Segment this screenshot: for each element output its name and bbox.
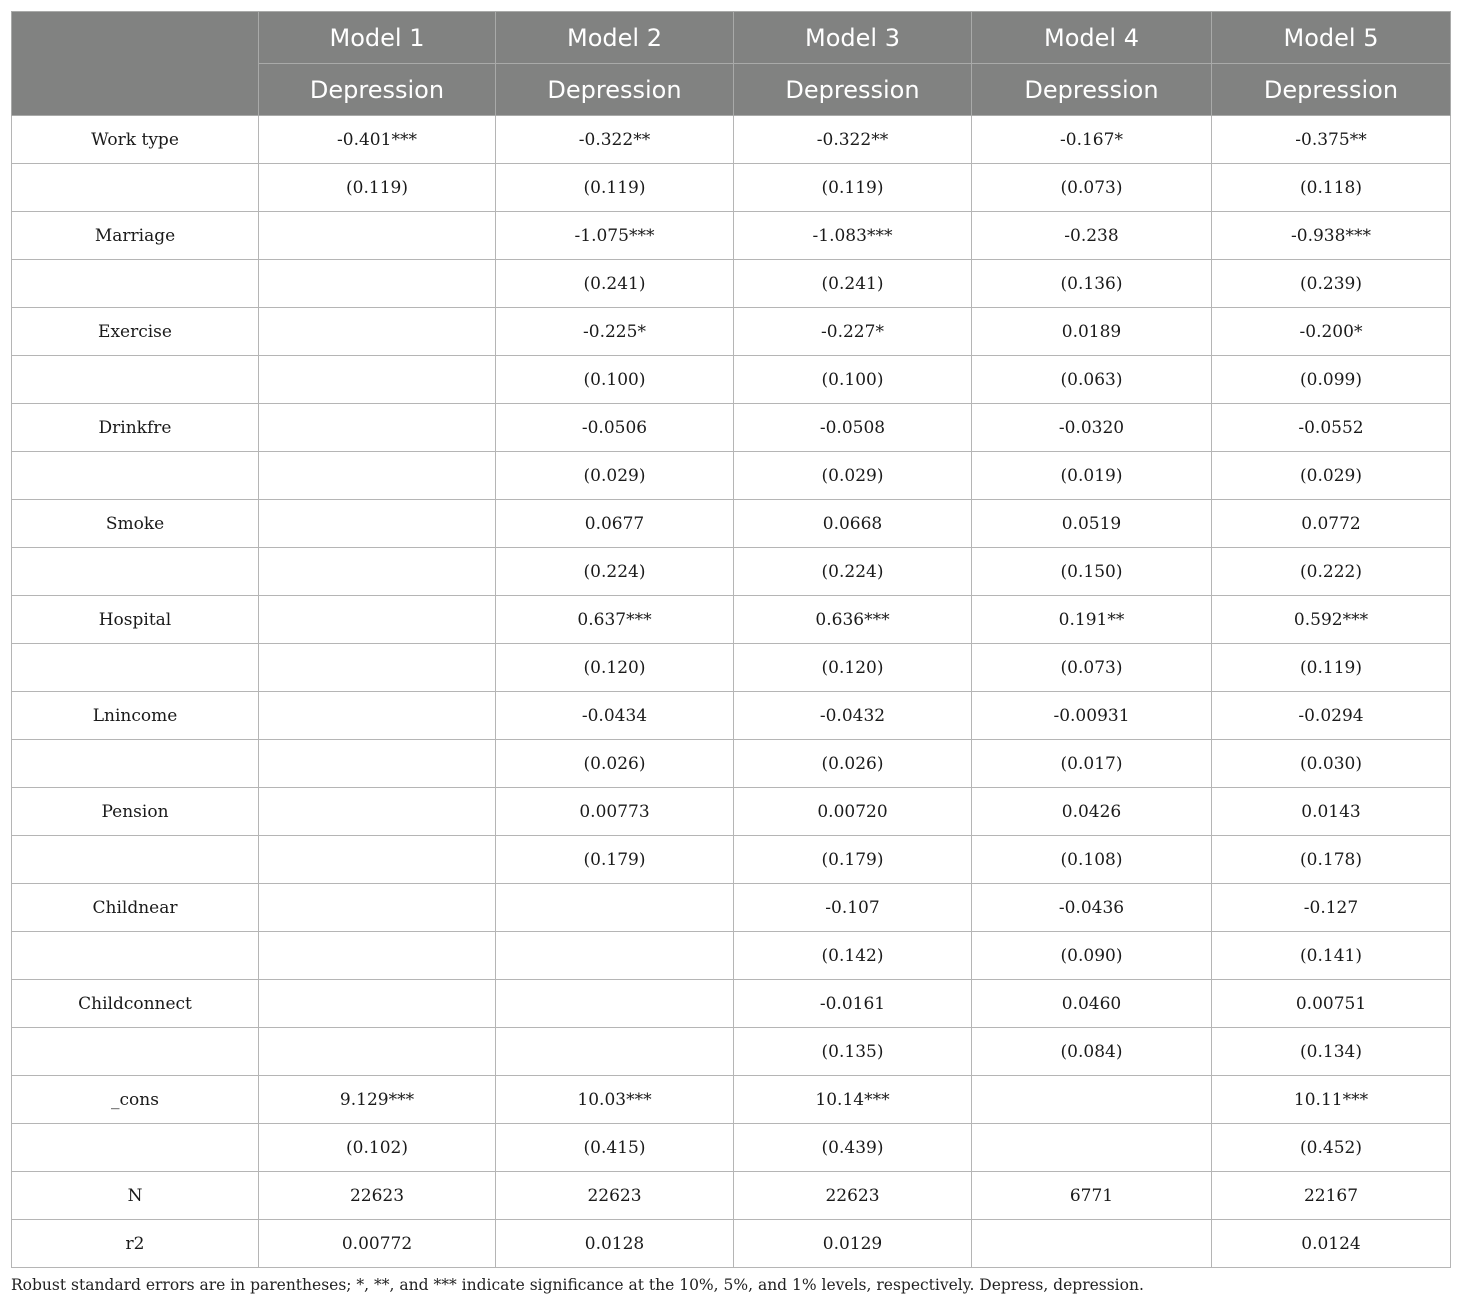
table-cell: 22623	[259, 1172, 496, 1220]
row-label	[12, 356, 259, 404]
table-cell	[259, 884, 496, 932]
table-cell: (0.119)	[1212, 644, 1451, 692]
table-row	[12, 596, 1451, 644]
table-cell	[259, 308, 496, 356]
table-cell: (0.100)	[496, 356, 734, 404]
table-cell: 10.03***	[496, 1076, 734, 1124]
table-cell: (0.179)	[734, 836, 972, 884]
row-label: N	[12, 1172, 259, 1220]
table-row	[12, 1124, 1451, 1172]
table-cell: (0.224)	[734, 548, 972, 596]
table-cell: -0.375**	[1212, 116, 1451, 164]
table-row	[12, 452, 1451, 500]
table-cell: -0.0552	[1212, 404, 1451, 452]
table-row	[12, 1220, 1451, 1268]
table-cell	[496, 980, 734, 1028]
table-cell: (0.150)	[972, 548, 1212, 596]
row-label	[12, 836, 259, 884]
table-cell: (0.029)	[734, 452, 972, 500]
table-cell: -0.238	[972, 212, 1212, 260]
table-cell: -1.075***	[496, 212, 734, 260]
table-cell	[259, 980, 496, 1028]
table-cell: -1.083***	[734, 212, 972, 260]
table-cell: 0.0129	[734, 1220, 972, 1268]
table-cell: 22623	[496, 1172, 734, 1220]
table-cell: -0.0320	[972, 404, 1212, 452]
table-cell	[259, 644, 496, 692]
table-cell: -0.0432	[734, 692, 972, 740]
table-cell: -0.225*	[496, 308, 734, 356]
table-cell: -0.0436	[972, 884, 1212, 932]
table-cell: -0.0506	[496, 404, 734, 452]
table-cell: (0.241)	[734, 260, 972, 308]
table-row	[12, 740, 1451, 788]
table-cell: (0.063)	[972, 356, 1212, 404]
header-model-3: Model 3	[734, 12, 972, 64]
table-cell: (0.224)	[496, 548, 734, 596]
table-cell: -0.200*	[1212, 308, 1451, 356]
table-cell	[259, 692, 496, 740]
regression-table	[11, 11, 1450, 1268]
table-cell: 0.00720	[734, 788, 972, 836]
table-header	[12, 12, 1451, 116]
table-cell: (0.120)	[734, 644, 972, 692]
table-row	[12, 116, 1451, 164]
header-dependent-5: Depression	[1212, 64, 1451, 116]
table-row	[12, 980, 1451, 1028]
table-cell: -0.127	[1212, 884, 1451, 932]
table-cell: -0.167*	[972, 116, 1212, 164]
table-cell: (0.452)	[1212, 1124, 1451, 1172]
row-label	[12, 164, 259, 212]
table-cell: (0.141)	[1212, 932, 1451, 980]
table-cell: -0.0508	[734, 404, 972, 452]
table-cell: 0.592***	[1212, 596, 1451, 644]
table-cell: -0.401***	[259, 116, 496, 164]
table-cell: (0.119)	[259, 164, 496, 212]
table-body	[12, 116, 1451, 1268]
table-cell	[259, 404, 496, 452]
row-label: Childnear	[12, 884, 259, 932]
row-label: Drinkfre	[12, 404, 259, 452]
table-cell: -0.0161	[734, 980, 972, 1028]
row-label	[12, 1124, 259, 1172]
table-cell: (0.120)	[496, 644, 734, 692]
row-label: Work type	[12, 116, 259, 164]
header-model-1: Model 1	[259, 12, 496, 64]
row-label: Lnincome	[12, 692, 259, 740]
table-row	[12, 788, 1451, 836]
table-cell	[259, 452, 496, 500]
table-cell: (0.241)	[496, 260, 734, 308]
table-cell: (0.090)	[972, 932, 1212, 980]
table-cell: 6771	[972, 1172, 1212, 1220]
header-model-5: Model 5	[1212, 12, 1451, 64]
table-row	[12, 212, 1451, 260]
table-row	[12, 260, 1451, 308]
table-row	[12, 548, 1451, 596]
table-cell: 9.129***	[259, 1076, 496, 1124]
table-row	[12, 500, 1451, 548]
table-cell	[259, 1028, 496, 1076]
table-cell: (0.099)	[1212, 356, 1451, 404]
table-footnote: Robust standard errors are in parentheses; *, **, and *** indicate significance at the 10%, 5%, and 1% levels, respectively. Depress, depression.	[11, 1276, 1144, 1294]
table-cell	[259, 740, 496, 788]
table-row	[12, 1028, 1451, 1076]
table-cell	[259, 548, 496, 596]
header-dependent-1: Depression	[259, 64, 496, 116]
table-cell: (0.415)	[496, 1124, 734, 1172]
table-cell: 0.0668	[734, 500, 972, 548]
table-cell: 0.0772	[1212, 500, 1451, 548]
row-label: Smoke	[12, 500, 259, 548]
table-row	[12, 836, 1451, 884]
table-cell: (0.019)	[972, 452, 1212, 500]
table-cell: -0.322**	[496, 116, 734, 164]
table-cell: 10.11***	[1212, 1076, 1451, 1124]
row-label	[12, 644, 259, 692]
table-cell: 0.0460	[972, 980, 1212, 1028]
table-cell	[259, 500, 496, 548]
table-cell: 0.637***	[496, 596, 734, 644]
table-cell	[259, 356, 496, 404]
table-cell: 0.0124	[1212, 1220, 1451, 1268]
header-model-4: Model 4	[972, 12, 1212, 64]
table-row	[12, 884, 1451, 932]
table-cell: (0.239)	[1212, 260, 1451, 308]
row-label: Childconnect	[12, 980, 259, 1028]
table-cell: 0.0189	[972, 308, 1212, 356]
table-cell	[496, 932, 734, 980]
table-cell: 0.0128	[496, 1220, 734, 1268]
table-cell	[972, 1124, 1212, 1172]
table-cell: 0.0519	[972, 500, 1212, 548]
table-cell	[496, 1028, 734, 1076]
table-row	[12, 932, 1451, 980]
table-row	[12, 164, 1451, 212]
table-cell: (0.179)	[496, 836, 734, 884]
table-cell: 0.00751	[1212, 980, 1451, 1028]
table-cell: (0.119)	[496, 164, 734, 212]
table-cell: (0.030)	[1212, 740, 1451, 788]
row-label	[12, 548, 259, 596]
table-row	[12, 404, 1451, 452]
table-row	[12, 356, 1451, 404]
table-cell	[259, 260, 496, 308]
row-label: Hospital	[12, 596, 259, 644]
table-cell: -0.0434	[496, 692, 734, 740]
table-cell: 0.0677	[496, 500, 734, 548]
table-cell: -0.322**	[734, 116, 972, 164]
table-cell: (0.073)	[972, 644, 1212, 692]
table-cell: 0.00773	[496, 788, 734, 836]
row-label	[12, 932, 259, 980]
table-cell: (0.073)	[972, 164, 1212, 212]
table-cell: (0.017)	[972, 740, 1212, 788]
table-row	[12, 308, 1451, 356]
table-cell	[259, 836, 496, 884]
results-table	[11, 11, 1451, 1268]
table-cell: 10.14***	[734, 1076, 972, 1124]
table-cell	[496, 884, 734, 932]
table-cell: (0.084)	[972, 1028, 1212, 1076]
table-cell	[259, 212, 496, 260]
table-row	[12, 1172, 1451, 1220]
table-cell: (0.102)	[259, 1124, 496, 1172]
row-label	[12, 452, 259, 500]
table-cell: (0.100)	[734, 356, 972, 404]
table-cell: -0.00931	[972, 692, 1212, 740]
table-cell: (0.135)	[734, 1028, 972, 1076]
row-label: Marriage	[12, 212, 259, 260]
table-cell: (0.029)	[496, 452, 734, 500]
table-cell: -0.107	[734, 884, 972, 932]
table-cell: (0.029)	[1212, 452, 1451, 500]
table-cell	[259, 788, 496, 836]
header-corner-cell	[12, 12, 259, 116]
table-cell: -0.0294	[1212, 692, 1451, 740]
header-dependent-3: Depression	[734, 64, 972, 116]
table-row	[12, 1076, 1451, 1124]
table-cell: -0.227*	[734, 308, 972, 356]
table-cell: (0.134)	[1212, 1028, 1451, 1076]
header-model-2: Model 2	[496, 12, 734, 64]
row-label	[12, 260, 259, 308]
table-cell	[972, 1076, 1212, 1124]
table-cell	[259, 596, 496, 644]
header-dependent-2: Depression	[496, 64, 734, 116]
row-label	[12, 740, 259, 788]
table-row	[12, 692, 1451, 740]
table-cell	[259, 932, 496, 980]
table-cell: 0.0143	[1212, 788, 1451, 836]
table-cell: (0.108)	[972, 836, 1212, 884]
table-cell: (0.439)	[734, 1124, 972, 1172]
table-cell: (0.222)	[1212, 548, 1451, 596]
table-cell: 0.636***	[734, 596, 972, 644]
table-cell: (0.178)	[1212, 836, 1451, 884]
row-label: Exercise	[12, 308, 259, 356]
table-cell: 0.00772	[259, 1220, 496, 1268]
table-cell: (0.026)	[496, 740, 734, 788]
table-cell: 0.0426	[972, 788, 1212, 836]
table-cell: (0.119)	[734, 164, 972, 212]
table-cell: 22623	[734, 1172, 972, 1220]
table-cell	[972, 1220, 1212, 1268]
table-cell: (0.118)	[1212, 164, 1451, 212]
row-label: r2	[12, 1220, 259, 1268]
table-cell: (0.142)	[734, 932, 972, 980]
header-dependent-4: Depression	[972, 64, 1212, 116]
table-row	[12, 644, 1451, 692]
table-cell: 22167	[1212, 1172, 1451, 1220]
header-row-models	[12, 12, 1451, 64]
row-label	[12, 1028, 259, 1076]
row-label: Pension	[12, 788, 259, 836]
table-cell: -0.938***	[1212, 212, 1451, 260]
table-cell: (0.026)	[734, 740, 972, 788]
table-cell: 0.191**	[972, 596, 1212, 644]
row-label: _cons	[12, 1076, 259, 1124]
table-cell: (0.136)	[972, 260, 1212, 308]
